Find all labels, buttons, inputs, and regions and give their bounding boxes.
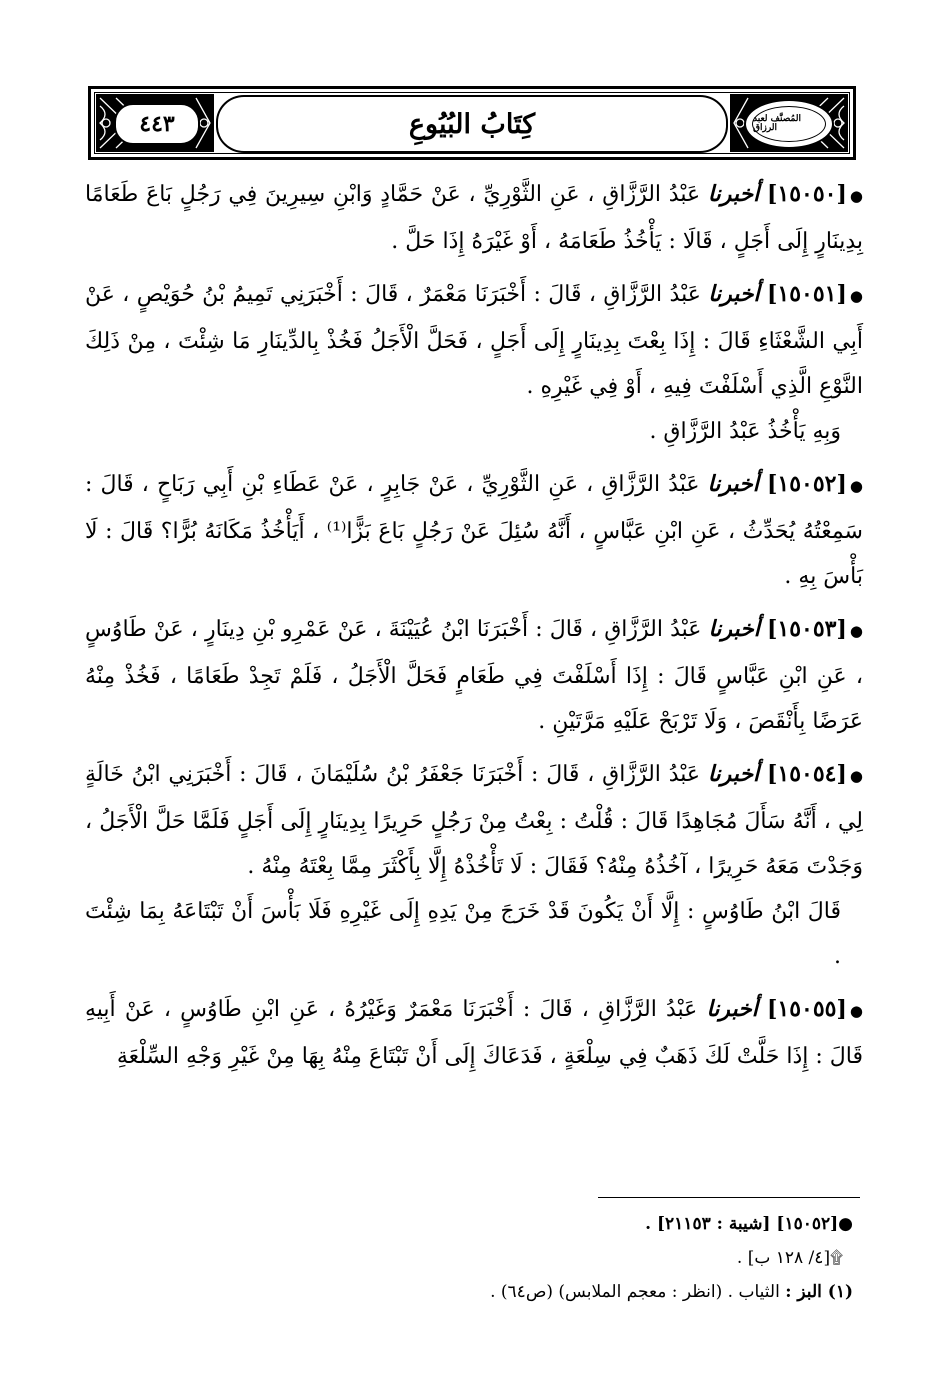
hadith-text: عَبْدُ الرَّزَّاقِ ، قَالَ : أَخْبَرَنَا مَعْمَرٌ ، قَالَ : أَخْبَرَنِي تَمِيمُ بْنُ حُوَيْصٍ ، عَنْ أَبِي الشَّعْثَاءِ قَالَ : إِذَا بِعْتَ بِدِينَارٍ إِلَى أَجَلٍ ، فَحَلَّ الْأَجَلُ فَخُذْ بِالدِّينَارِ مَا شِئْتَ ، مِنْ ذَلِكَ النَّوْعِ الَّذِي أَسْلَفْتَ فِيهِ ، أَوْ فِي غَيْرِهِ . [85, 282, 863, 399]
chapter-title: كِتَابُ البُيُوعِ [408, 108, 536, 140]
bullet-icon: ● [838, 1214, 853, 1234]
hadith-15053 [85, 607, 863, 744]
page-header [88, 86, 856, 160]
main-text [85, 172, 863, 1087]
akhbarana-mark: أخبرنا [707, 761, 760, 787]
footnote-source-text: [١٥٠٥٢] [شيبة : ٢١١٥٣] . [645, 1214, 839, 1234]
book-seal [744, 99, 834, 149]
akhbarana-mark: أخبرنا [708, 616, 760, 642]
hadith-number: [١٥٠٥٥] [766, 996, 847, 1022]
hadith-15051 [85, 272, 863, 409]
bullet-icon: ● [849, 767, 864, 785]
hadith-number: [١٥٠٥١] [766, 281, 847, 307]
bullet-icon: ● [849, 187, 863, 205]
bullet-icon: ● [849, 287, 863, 305]
footnotes [85, 1207, 863, 1309]
hadith-15055 [85, 987, 863, 1079]
hadith-text: عَبْدُ الرَّزَّاقِ ، قَالَ : أَخْبَرَنَا ابْنُ عُيَيْنَةَ ، عَنْ عَمْرِو بْنِ دِينَارٍ ، عَنْ طَاوُسٍ ، عَنِ ابْنِ عَبَّاسٍ قَالَ : إِذَا أَسْلَفْتَ فِي طَعَامٍ فَحَلَّ الْأَجَلُ ، فَلَمْ تَجِدْ طَعَامًا ، فَخُذْ مِنْهُ عَرَضًا بِأَنْقَصَ ، وَلَا تَرْبَحْ عَلَيْهِ مَرَّتَيْنِ . [85, 617, 863, 734]
footnote-definition-text: الثياب . (انظر : معجم الملابس) (ص٦٤) . [490, 1282, 780, 1302]
hadith-15051-note [85, 409, 863, 454]
bullet-icon: ● [849, 1002, 864, 1020]
page-number [114, 103, 200, 145]
bullet-icon: ● [849, 622, 863, 640]
akhbarana-mark: أخبرنا [707, 181, 760, 207]
seal-text: المُصنَّف لعبد الرزاق [753, 114, 801, 133]
hadith-note: وَبِهِ يَأْخُذُ عَبْدُ الرَّزَّاقِ . [649, 419, 841, 444]
hadith-number: [١٥٠٥٠] [766, 181, 847, 207]
hadith-text: عَبْدُ الرَّزَّاقِ ، قَالَ : أَخْبَرَنَا جَعْفَرُ بْنُ سُلَيْمَانَ ، قَالَ : أَخْبَرَنِي ابْنُ خَالَةٍ لِي ، أَنَّهُ سَأَلَ مُجَاهِدًا قَالَ : قُلْتُ : بِعْتُ مِنْ رَجُلٍ حَرِيرًا بِدِينَارٍ إِلَى أَجَلٍ فَلَمَّا حَلَّ الْأَجَلُ ، وَجَدْتَ مَعَهُ حَرِيرًا ، آخُذُهُ مِنْهُ؟ فَقَالَ : لَا تَأْخُذْهُ إِلَّا بِأَكْثَرَ مِمَّا بِعْتَهُ مِنْهُ . [85, 762, 863, 879]
footnote-divider [598, 1197, 860, 1198]
footnote-manuscript [85, 1241, 863, 1275]
footnote-definition [85, 1275, 863, 1309]
footnote-manuscript-text: [٤/ ١٢٨ ب] . [736, 1248, 831, 1268]
footnote-source [85, 1207, 863, 1241]
hadith-note: قَالَ ابْنُ طَاوُسٍ : إِلَّا أَنْ يَكُونَ قَدْ خَرَجَ مِنْ يَدِهِ إِلَى غَيْرِهِ فَلَا بَأْسَ أَنْ تَبْتَاعَهُ بِمَا شِئْتَ . [85, 899, 841, 969]
seal-logo-icon [752, 106, 826, 142]
hadith-15054 [85, 752, 863, 889]
page-number-text: ٤٤٣ [139, 111, 175, 137]
hadith-15052 [85, 462, 863, 599]
hadith-number: [١٥٠٥٤] [766, 761, 847, 787]
chapter-title-cartouche [216, 95, 728, 153]
akhbarana-mark: أخبرنا [708, 281, 760, 307]
hadith-text: عَبْدُ الرَّزَّاقِ ، قَالَ : أَخْبَرَنَا مَعْمَرٌ وَغَيْرُهُ ، عَنِ ابْنِ طَاوُسٍ ، عَنْ أَبِيهِ قَالَ : إِذَا حَلَّتْ لَكَ ذَهَبٌ فِي سِلْعَةٍ ، فَدَعَاكَ إِلَى أَنْ تَبْتَاعَ مِنْهُ بِهَا مِنْ غَيْرِ وَجْهِ السِّلْعَةِ [85, 997, 863, 1069]
manuscript-mark-icon: ۩ [830, 1248, 843, 1268]
akhbarana-mark: أخبرنا [706, 996, 758, 1022]
hadith-15054-note [85, 889, 863, 979]
footnote-definition-label: (١) البز : [785, 1282, 853, 1302]
hadith-15050 [85, 172, 863, 264]
akhbarana-mark: أخبرنا [707, 471, 759, 497]
hadith-number: [١٥٠٥٢] [766, 471, 847, 497]
hadith-text: عَبْدُ الرَّزَّاقِ ، عَنِ الثَّوْرِيِّ ، عَنْ حَمَّادٍ وَابْنِ سِيرِينَ فِي رَجُلٍ بَاعَ طَعَامًا بِدِينَارٍ إِلَى أَجَلٍ ، قَالَا : يَأْخُذُ طَعَامَهُ ، أَوْ غَيْرَهُ إِذَا حَلَّ . [85, 182, 863, 254]
bullet-icon: ● [849, 477, 863, 495]
hadith-text: عَبْدُ الرَّزَّاقِ ، عَنِ الثَّوْرِيِّ ، عَنْ جَابِرٍ ، عَنْ عَطَاءِ بْنِ أَبِي رَبَاحٍ ، قَالَ : سَمِعْتُهُ يُحَدِّثُ ، عَنِ ابْنِ عَبَّاسٍ ، أَنَّهُ سُئِلَ عَنْ رَجُلٍ بَاعَ بَزًّا⁽¹⁾ ، أَيَأْخُذُ مَكَانَهُ بُرًّا؟ قَالَ : لَا بَأْسَ بِهِ . [85, 472, 863, 589]
hadith-number: [١٥٠٥٣] [766, 616, 847, 642]
